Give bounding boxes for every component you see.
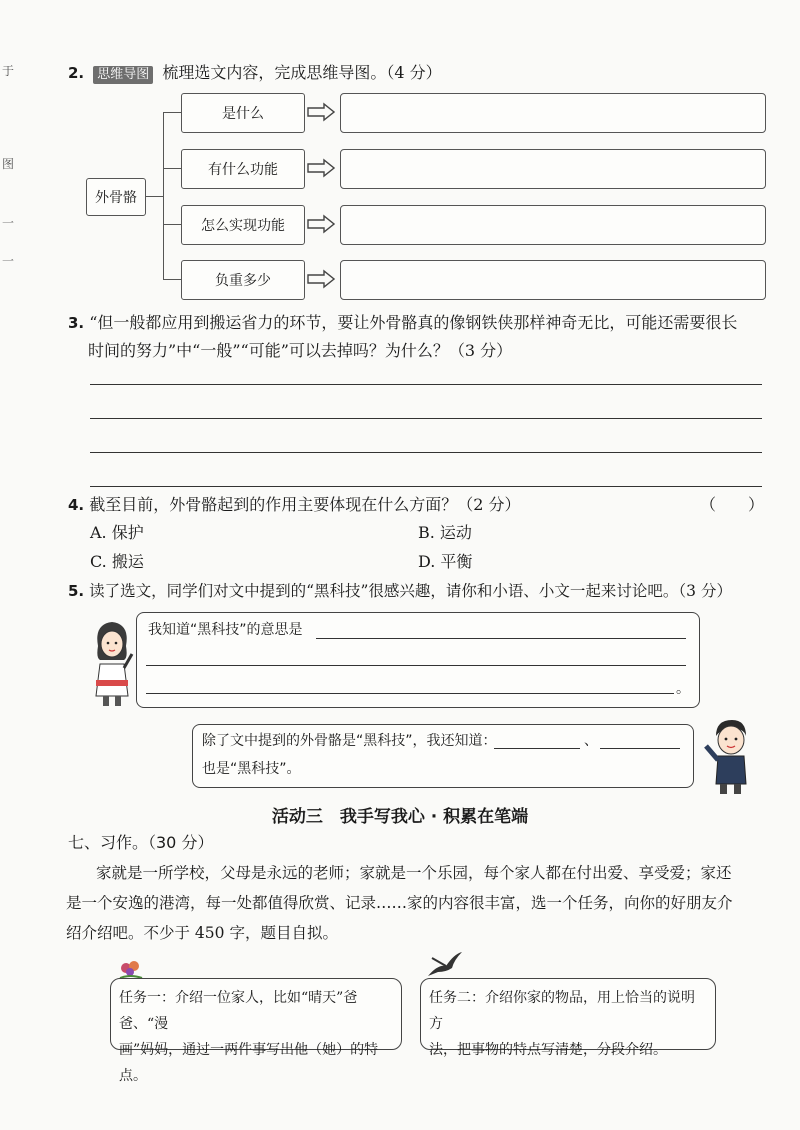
edge-mark: 于 <box>2 64 15 78</box>
connector <box>145 196 163 197</box>
connector <box>163 112 181 113</box>
q4-option-b[interactable]: B. 运动 <box>418 523 472 542</box>
task-two-card[interactable] <box>420 978 716 1058</box>
mind-map-tag: 思维导图 <box>93 66 153 84</box>
answer-box-function[interactable] <box>340 149 766 189</box>
q2-prompt: 梳理选文内容，完成思维导图。（4 分） <box>162 63 442 82</box>
mind-map-root: 外骨骼 <box>86 178 146 216</box>
boy-avatar-icon <box>700 716 758 796</box>
answer-box-load[interactable] <box>340 260 766 300</box>
q5-prompt: 读了选文，同学们对文中提到的“黑科技”很感兴趣，请你和小语、小文一起来讨论吧。（3 分） <box>89 582 732 600</box>
answer-line[interactable] <box>146 693 674 694</box>
q3-number: 3. <box>68 314 85 332</box>
q2-header <box>68 62 442 84</box>
q3-text-2: 时间的努力”中“一般”“可能”可以去掉吗？为什么？（3 分） <box>88 341 513 360</box>
q5-number: 5. <box>68 582 85 600</box>
branch-function: 有什么功能 <box>181 149 305 189</box>
answer-line[interactable] <box>90 452 762 453</box>
answer-box-how[interactable] <box>340 205 766 245</box>
connector <box>163 168 181 169</box>
connector <box>163 224 181 225</box>
girl-text-end: 。 <box>676 681 690 697</box>
q7-paragraph-3: 绍介绍吧。不少于 450 字，题目自拟。 <box>66 924 338 942</box>
q4-option-c[interactable]: C. 搬运 <box>90 552 144 571</box>
activity-title: 活动三 我手写我心 · 积累在笔端 <box>271 807 529 827</box>
q4-prompt: 截至目前，外骨骼起到的作用主要体现在什么方面？（2 分） <box>89 495 521 514</box>
q4-option-a[interactable]: A. 保护 <box>90 523 144 542</box>
answer-line[interactable] <box>90 418 762 419</box>
arrow-icon <box>307 158 335 178</box>
edge-mark: 一 <box>2 254 15 268</box>
answer-line[interactable] <box>494 748 580 749</box>
q3-line1 <box>68 312 737 334</box>
q3-text-1: “但一般都应用到搬运省力的环节，要让外骨骼真的像钢铁侠那样神奇无比，可能还需要很长 <box>89 313 738 332</box>
task-two-line-2: 法，把事物的特点写清楚，分段介绍。 <box>429 1042 667 1058</box>
q4-line <box>68 494 521 516</box>
q7-title: 七、习作。（30 分） <box>68 833 214 852</box>
boy-text-2: 也是“黑科技”。 <box>202 761 301 777</box>
q4-number: 4. <box>68 496 85 514</box>
answer-box-what-is-it[interactable] <box>340 93 766 133</box>
answer-line[interactable] <box>600 748 680 749</box>
branch-what-is-it: 是什么 <box>181 93 305 133</box>
girl-text: 我知道“黑科技”的意思是 <box>148 622 303 638</box>
edge-mark: 图 <box>2 157 15 171</box>
branch-load: 负重多少 <box>181 260 305 300</box>
girl-avatar-icon <box>86 616 138 708</box>
answer-line[interactable] <box>316 638 686 639</box>
connector <box>163 112 164 279</box>
q2-number: 2. <box>68 64 85 82</box>
swallow-icon <box>424 950 464 980</box>
answer-line[interactable] <box>90 486 762 487</box>
q7-paragraph-1: 家就是一所学校，父母是永远的老师；家就是一个乐园，每个家人都在付出爱、享受爱；家还 <box>96 864 732 882</box>
answer-line[interactable] <box>90 384 762 385</box>
task-one-line-1: 任务一：介绍一位家人，比如“晴天”爸爸、“漫 <box>119 990 358 1032</box>
arrow-icon <box>307 269 335 289</box>
q4-option-d[interactable]: D. 平衡 <box>418 552 473 571</box>
arrow-icon <box>307 214 335 234</box>
q4-answer-bracket[interactable]: （ ） <box>700 495 765 514</box>
task-one-line-2: 画”妈妈，通过一两件事写出他（她）的特点。 <box>119 1042 379 1084</box>
boy-text-1: 除了文中提到的外骨骼是“黑科技”，我还知道： <box>202 733 497 749</box>
arrow-icon <box>307 102 335 122</box>
boy-separator: 、 <box>584 733 598 749</box>
connector <box>163 279 181 280</box>
task-two-line-1: 任务二：介绍你家的物品，用上恰当的说明方 <box>429 990 695 1032</box>
q5-line <box>68 580 732 602</box>
edge-mark: 一 <box>2 216 15 230</box>
q7-paragraph-2: 是一个安逸的港湾，每一处都值得欣赏、记录……家的内容很丰富，选一个任务，向你的好朋友介 <box>66 894 733 912</box>
branch-how: 怎么实现功能 <box>181 205 305 245</box>
task-one-card[interactable] <box>110 978 402 1084</box>
answer-line[interactable] <box>146 665 686 666</box>
